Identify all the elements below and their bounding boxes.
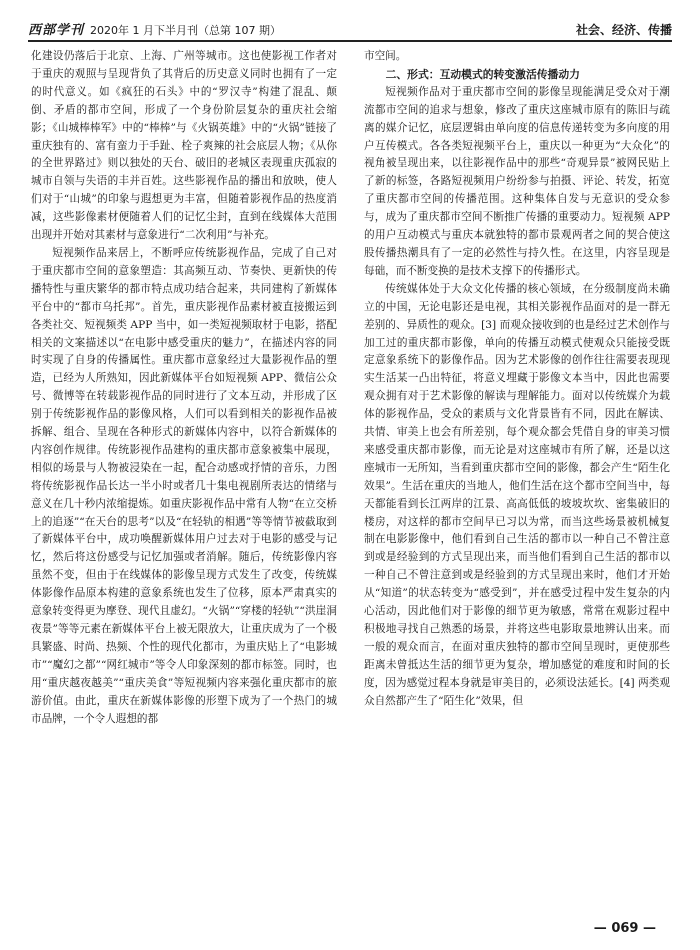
page-header [28, 14, 672, 42]
journal-logo: 西部学刊 [28, 23, 85, 38]
issue-info: 2020年 1 月下半月刊（总第 107 期） [90, 24, 281, 37]
left-column [31, 48, 337, 888]
right-column [364, 48, 670, 888]
paragraph: 短视频作品来居上，不断呼应传统影视作品，完成了自己对于重庆都市空间的意象塑造：其高频互动、节奏快、更新快的传播特性与重庆繁华的都市特点成功结合起来，共同建构了新媒体平台中的“都市乌托邦”。首先，重庆影视作品素材被直接搬运到各类社交、短视频类 APP 当中，如一类短视频取材于电影，搭配相关的文案描述以“在电影中感受重庆的魅力”，在描述内容的同时实现了自身的传播属性。重庆都市意象经过大量影视作品的塑造，已经为人所熟知，因此新媒体平台如短视频 APP、微信公众号、微博等在转载影视作品的同时进行了文本互动，并形成了区别于传统影视作品的影像风格，人们可以看到相关的影视作品被拆解、组合、呈现在各种形式的新媒体内容中，以符合新媒体的内容创作规律。传统影视作品建构的重庆都市意象被集中展现，相似的场景与人物被浸染在一起，配合动感或抒情的音乐，力图将传统影视作品长达一半小时或者几十集电视剧所表达的情绪与意义在几十秒内浓缩提炼。如重庆影视作品中常有人物“在立交桥上的追逐”“在天台的思考”以及“在轻轨的相遇”等等情节被截取到了新媒体平台中，成功唤醒新媒体用户过去对于电影的感受与记忆，然后将这份感受与记忆加强或者消解。随后，传统影像内容虽然不变，但由于在线媒体的影像呈现方式发生了改变，传统媒体影像作品原本构建的意象系统也发生了位移，原本严肃真实的意象转变得更为摩登、现代且虚幻。“火锅”“穿楼的轻轨”“洪崖洞夜景”等等元素在新媒体平台上被无限放大，让重庆成为了一个极具繁盛、时尚、热频、个性的现代化都市，为重庆贴上了“电影城市”“魔幻之都”“网红城市”等令人印象深刻的都市标签。同时，也用“重庆越夜越美”“重庆美食”等短视频内容来强化重庆都市的旅游价值。由此，重庆在新媒体影像的形塑下成为了一个热门的城市品牌，一个令人遐想的都 [31, 246, 337, 725]
section-title: 社会、经济、传播 [575, 23, 672, 37]
section-heading: 二、形式：互动模式的转变激活传播动力 [385, 67, 580, 81]
page-number: — 069 — [593, 921, 656, 936]
journal-masthead [28, 19, 281, 40]
paragraph: 化建设仍落后于北京、上海、广州等城市。这也使影视工作者对于重庆的观照与呈现背负了其背后的历史意义同时也拥有了一定的时代意义。如《疯狂的石头》中的“罗汉寺”构建了混乱、颠倒、矛盾的都市空间，形成了一个身份阶层复杂的重庆社会缩影；《山城棒棒军》中的“棒棒”与《火锅英雄》中的“火锅”链接了重庆独有的、富有蛮力于手趾、栓子爽辣的社会底层人物；《从你的全世界路过》则以独处的天台、破旧的老城区表现重庆孤寂的城市自领与失语的丰并百姓。这些影视作品的播出和放映，使人们对于“山城”的印象与遐想更为丰富，但随着影视作品的热度消减，这些影像素材便随着人们的记忆尘封，直到在线媒体大范围出现并开始对其素材与意象进行“二次利用”与补充。 [31, 50, 337, 242]
paragraph: 传统媒体处于大众文化传播的核心领域，在分级制度尚未确立的中国，无论电影还是电视，其相关影视作品面对的是一群无差别的、异质性的观众。[3] 而观众接收到的也是经过艺术创作与加工过的重庆都市影像，单向的传播互动模式使观众只能接受既定意象系统下的影像作品。因为艺术影像的创作往往需要表现现实生活某一凸出特征，将意义埋藏于影像文本当中，因此也需要观众拥有对于艺术影像的解读与理解能力。面对以传统媒介为载体的影视作品，受众的素质与文化背景皆有不同，因此在解读、共情、审美上也会有所差别，每个观众都会凭借自身的审美习惯来感受重庆都市影像，而无论是对这座城市有所了解，还是以这座城市一无所知，当看到重庆都市空间的影像，都会产生“陌生化效果”。生活在重庆的当地人，他们生活在这个都市空间当中，每天都能看到长江两岸的江景、高高低低的坡坡坎坎、密集破旧的楼房，对这样的都市空间早已习以为常，而当这些场景被机械复制在电影影像中，他们看到自己生活的都市以一种自己不曾注意到或是经验到的方式呈现出来，而当他们看到自己生活的都市以一种自己不曾注意到或是经验到的方式呈现出来时，他们才开始从“知道”的状态转变为“感受到”，并在感受过程中发生复杂的内心活动，因此他们对于影像的细节更为敏感，常常在观影过程中积极地寻找自己熟悉的场景，并将这些电影取景地辨认出来。而一般的观众而言，在面对重庆独特的都市空间呈现时，更使那些距离未曾抵达生活的细节更为复杂，增加感觉的难度和时间的长度，因为感觉过程本身就是审美目的，必须设法延长。[4] 两类观众自然都产生了“陌生化”效果，但 [364, 282, 670, 707]
paragraph: 市空间。 [364, 50, 407, 62]
paragraph: 短视频作品对于重庆都市空间的影像呈现能满足受众对于潮流都市空间的追求与想象，修改了重庆这座城市原有的陈旧与疏离的媒介记忆，底层逻辑由单向度的信息传递转变为多向度的用户互传模式。各各类短视频平台上，重庆以一种更为“大众化”的视角被呈现出来，以往影视作品中的那些“奇观异景”被网民贴上了新的标签，各路短视频用户纷纷参与拍摄、评论、转发，拓宽了重庆都市空间的传播范围。这种集体自发与无意识的受众参与，成为了重庆都市空间不断推广传播的重要动力。短视频 APP 的用户互动模式与重庆本就独特的都市景观两者之间的契合使这股传播热潮具有了一定的必然性与持久性。在这里，内容呈现是每础，而不断变换的是技术支撑下的传播形式。 [364, 85, 670, 277]
